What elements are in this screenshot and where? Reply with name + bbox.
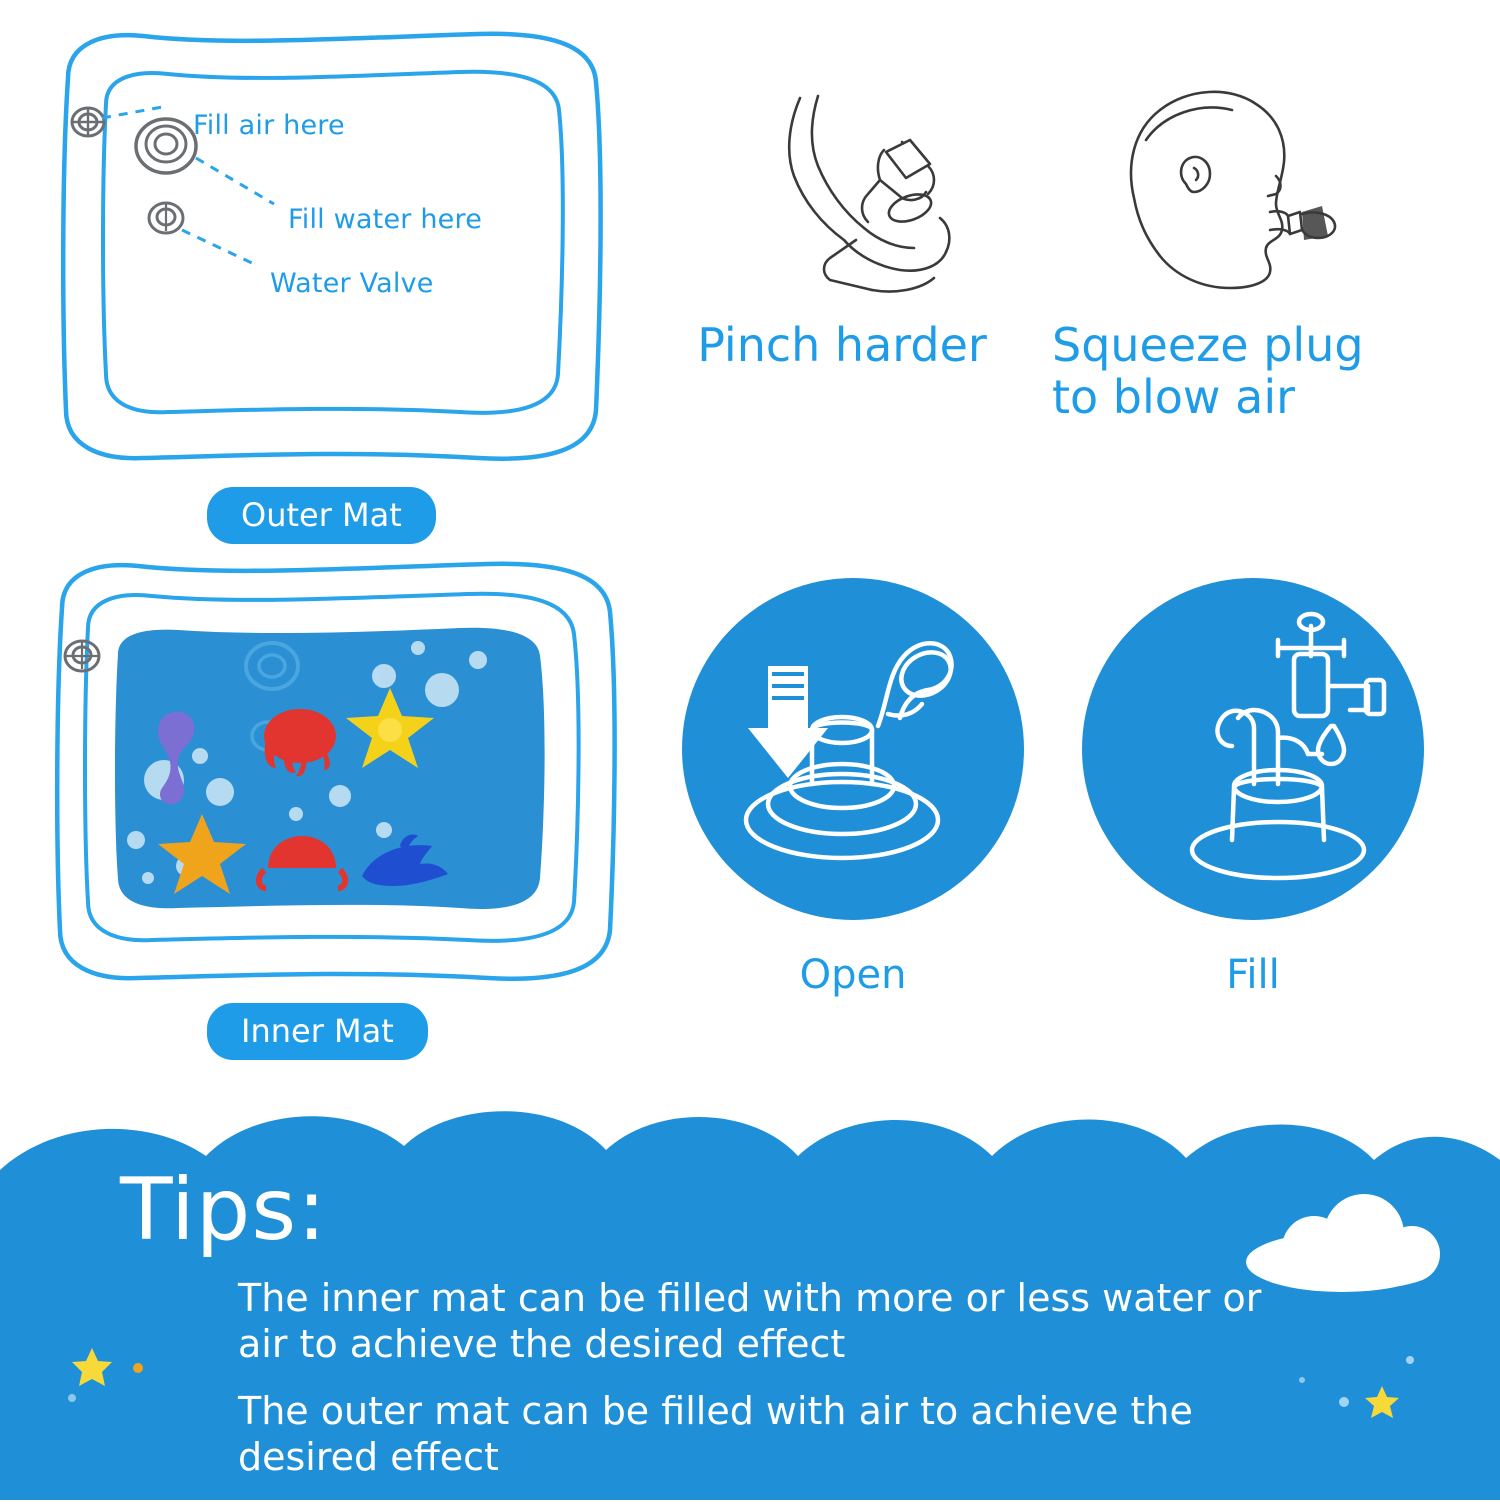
badge-inner-mat: Inner Mat (207, 1003, 428, 1060)
tip-item-1: The inner mat can be filled with more or less water or air to achieve the desired effect (238, 1276, 1262, 1367)
caption-open: Open (799, 952, 907, 998)
tips-title: Tips: (120, 1160, 328, 1260)
inner-mat-air-valve-icon (65, 641, 99, 671)
head-blowing-plug-icon (1090, 80, 1390, 310)
tip-item-2: The outer mat can be filled with air to achieve the desired effect (238, 1389, 1193, 1480)
inner-mat-illustration (40, 548, 640, 993)
caption-squeeze-plug-line1: Squeeze plug (1052, 318, 1364, 372)
outer-mat-diagram (48, 18, 623, 473)
faucet-fill-icon (1082, 578, 1424, 920)
caption-squeeze-plug (1052, 320, 1452, 423)
outer-mat-illustration (48, 18, 623, 473)
badge-outer-mat: Outer Mat (207, 487, 436, 544)
caption-squeeze-plug-line2: to blow air (1052, 369, 1296, 424)
callout-label-fill-water: Fill water here (288, 204, 483, 235)
callout-label-water-valve: Water Valve (270, 268, 434, 299)
water-valve-icon (149, 203, 183, 233)
step-open-circle (682, 578, 1024, 920)
step-fill-circle (1082, 578, 1424, 920)
valve-open-icon (682, 578, 1024, 920)
air-valve-icon (72, 108, 104, 136)
pinch-harder-illustration (760, 90, 1020, 300)
squeeze-plug-illustration (1090, 80, 1390, 310)
hand-pinching-valve-icon (760, 90, 1020, 300)
caption-fill: Fill (1226, 952, 1280, 998)
water-fill-port-icon (136, 119, 196, 173)
callout-label-fill-air: Fill air here (193, 110, 345, 141)
inner-mat-diagram (40, 548, 640, 993)
caption-pinch-harder: Pinch harder (697, 318, 987, 372)
